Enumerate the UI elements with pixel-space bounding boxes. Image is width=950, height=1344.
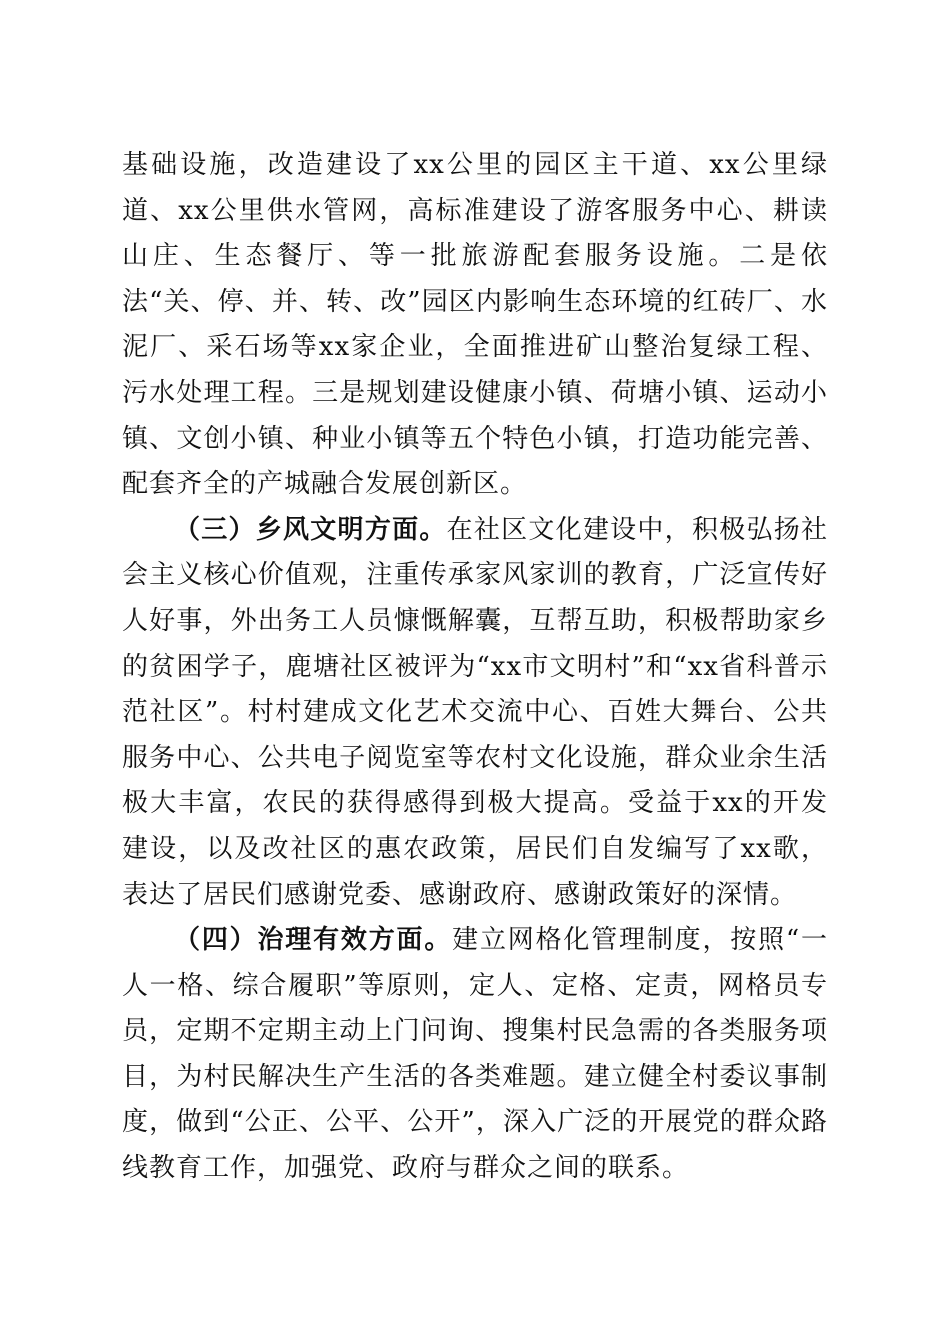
paragraph-text: 基础设施，改造建设了xx公里的园区主干道、xx公里绿道、xx公里供水管网，高标准建设了游客服务中心、耕读山庄、生态餐厅、等一批旅游配套服务设施。二是依法“关、停、并、转、改”园区内影响生态环境的红砖厂、水泥厂、采石场等xx家企业，全面推进矿山整治复绿工程、污水处理工程。三是规划建设健康小镇、荷塘小镇、运动小镇、文创小镇、种业小镇等五个特色小镇，打造功能完善、配套齐全的产城融合发展创新区。	[122, 150, 828, 500]
paragraph-text: 在社区文化建设中，积极弘扬社会主义核心价值观，注重传承家风家训的教育，广泛宣传好人好事，外出务工人员慷慨解囊，互帮互助，积极帮助家乡的贫困学子，鹿塘社区被评为“xx市文明村”和“xx省科普示范社区”。村村建成文化艺术交流中心、百姓大舞台、公共服务中心、公共电子阅览室等农村文化设施，群众业余生活极大丰富，农民的获得感得到极大提高。受益于xx的开发建设，以及改社区的惠农政策，居民们自发编写了xx歌，表达了居民们感谢党委、感谢政府、感谢政策好的深情。	[122, 514, 828, 910]
section-heading-effective-governance: （四）治理有效方面。	[174, 925, 453, 956]
paragraph-infrastructure	[122, 143, 828, 508]
paragraph-effective-governance	[122, 918, 828, 1192]
paragraph-rural-civilization	[122, 508, 828, 918]
paragraph-text: 建立网格化管理制度，按照“一人一格、综合履职”等原则，定人、定格、定责，网格员专员，定期不定期主动上门问询、搜集村民急需的各类服务项目，为村民解决生产生活的各类难题。建立健全村委议事制度，做到“公正、公平、公开”，深入广泛的开展党的群众路线教育工作，加强党、政府与群众之间的联系。	[122, 925, 828, 1184]
section-heading-rural-civilization: （三）乡风文明方面。	[174, 514, 447, 545]
document-body	[122, 143, 828, 1192]
